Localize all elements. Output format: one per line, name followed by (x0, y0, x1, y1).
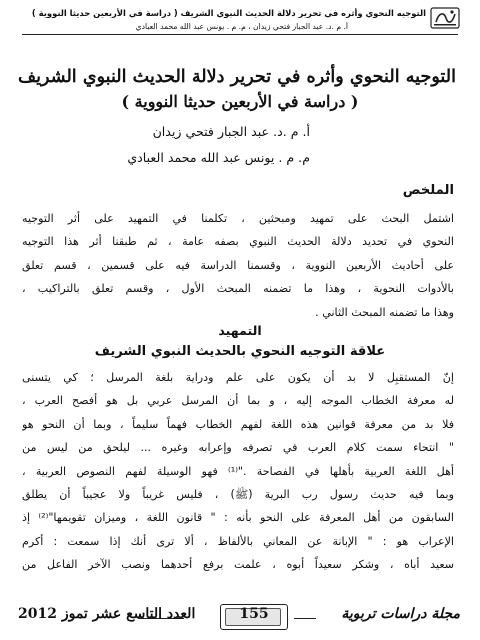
body-line: سعيد أباه ، وشكر سعيداً أبوه ، علمت برفع أحدهما ونصب الآخر الفاعل من (22, 558, 454, 572)
abstract-heading: الملخص (402, 183, 454, 198)
abstract-line: وهذا ما تضمنه المبحث الثاني . (315, 305, 454, 319)
running-header-authors: أ. م .د. عبد الجبار فتحي زيدان ، م. م . يونس عبد الله محمد العبادي (135, 22, 348, 31)
page-number: 155 (239, 606, 269, 622)
body-line: الإعراب هو : " الإبانة عن المعاني بالألفاظ ، ألا ترى أنك إذا سمعت : أكرم (22, 534, 454, 548)
abstract-line: اشتمل البحث على تمهيد ومبحثين ، تكلمنا في التمهيد على أثر التوجيه (22, 212, 454, 225)
header-divider (22, 34, 458, 35)
body-line: أهل اللغة العربية بأهلها في الفصاحة ."⁽¹⁾ فهو الوسيلة لفهم النصوص العربية ، (22, 464, 454, 478)
footer-issue: العدد التاسع عشر تموز 2012 (18, 606, 196, 622)
intro-subheading: علاقة التوجيه النحوي بالحديث النبوي الشريف (94, 344, 386, 359)
author-primary: أ. م .د. عبد الجبار فتحي زيدان (152, 124, 310, 139)
running-header-title: التوجيه النحوي وأثره في تحرير دلالة الحديث النبوي الشريف ( دراسة في الأربعين حديثا النووية ) (31, 8, 426, 18)
body-line: فلا بد من معرفة قوانين هذه اللغة لفهم الخطاب فهماً سليماً ، وبما أن النحو هو (22, 417, 454, 431)
abstract-line: النحوي في تحديد دلالة الحديث النبوي بصفه عامة ، ثم طبقنا أثر هذا التوجيه (22, 235, 454, 249)
abstract-paragraph (22, 207, 454, 324)
intro-paragraph (22, 366, 454, 577)
body-line: " انتحاء سمت كلام العرب في تصرفه وإعرابه وغيره ... ليلحق من ليس من (22, 441, 454, 455)
footer-rule-right (294, 618, 316, 619)
article-subtitle: ( دراسة في الأربعين حديثا النووية ) (121, 92, 359, 111)
footer-journal-name: مجلة دراسات تربوية (341, 606, 460, 622)
body-line: السابقون من أهل المعرفة على النحو بأنه : " قانون اللغة ، وميزان تقويمها"⁽²⁾ إذ (22, 511, 454, 525)
abstract-line: على أحاديث الأربعين النووية ، وقسمنا الدراسة فيه على قسمين ، قسم تعلق (22, 258, 454, 272)
body-line: إنّ المستقبِل لا بد أن يكون على علم ودراية بلغة المرسل ؛ كي يتسنى (22, 371, 454, 384)
page-footer (14, 604, 466, 630)
author-secondary: م. م . يونس عبد الله محمد العبادي (127, 150, 310, 165)
body-line: له معرفة الخطاب الموجه إليه ، و بما أن المرسل عربي بل هو أفصح العرب ، (22, 394, 454, 408)
intro-heading: التمهيد (218, 323, 262, 338)
journal-logo-icon (430, 6, 460, 30)
article-title: التوجيه النحوي وأثره في تحرير دلالة الحديث النبوي الشريف (17, 66, 456, 87)
body-line: وبما فيه حديث رسول رب البرية (ﷺ) ، فليس غريباً ولا عجيباً أن يطلق (22, 487, 454, 501)
abstract-line: بالأدوات النحوية ، وهذا ما تضمنه المبحث الأول ، وقسم تعلق بالتراكيب ، (22, 282, 454, 296)
